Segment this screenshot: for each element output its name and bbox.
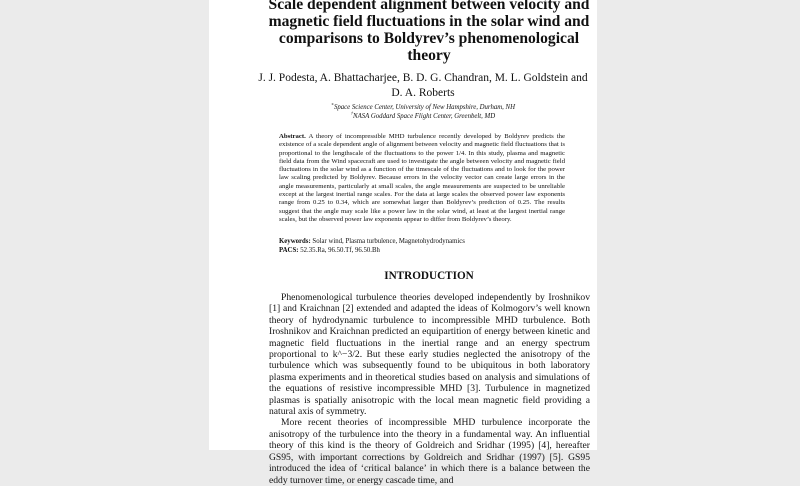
keywords-block <box>279 238 565 256</box>
body-text <box>269 292 590 486</box>
paper-page <box>209 0 597 486</box>
abstract <box>279 133 565 224</box>
section-heading: INTRODUCTION <box>384 270 474 282</box>
authors-line: J. J. Podesta, A. Bhattacharjee, B. D. G. Chandran, M. L. Goldstein and <box>258 72 588 84</box>
abstract-text: A theory of incompressible MHD turbulence recently developed by Boldyrev predicts the existence of a scale dependent angle of alignment between velocity and magnetic field fluctuations that is proportional to the lengthscale of the fluctuations to the power 1/4. In this study, plasma and magnetic field data from the Wind spacecraft are used to investigate the angle between velocity and magnetic field fluctuations in the solar wind as a function of the timescale of the fluctuations and to look for the power law scaling predicted by Boldyrev. Because errors in the velocity vector can create large errors in the angle measurements, particularly at small scales, the angle measurements are suspected to be unreliable except at the largest inertial range scales. For the data at large scales the observed power law exponents range from 0.25 to 0.34, which are somewhat larger than Boldyrev’s prediction of 0.25. The results suggest that the angle may scale like a power law in the solar wind, at least at the largest inertial range scales, but the observed power law exponents appear to differ from Boldyrev’s theory. <box>279 133 565 223</box>
paragraph: Phenomenological turbulence theories developed independently by Iroshnikov [1] and Kraichnan [2] extended and adapted the ideas of Kolmogorv’s well known theory of hydrodynamic turbulence to incompressible MHD turbulence. Both Iroshnikov and Kraichnan predicted an equipartition of energy between kinetic and magnetic field fluctuations in the inertial range and an energy spectrum proportional to k^−3/2. But these early studies neglected the anisotropy of the turbulence which was subsequently found to be ubiquitous in both laboratory plasma experiments and in theoretical studies based on analysis and simulations of the equations of resistive incompressible MHD [3]. Turbulence in magnetized plasmas is spatially anisotropic with the local mean magnetic field providing a natural axis of symmetry. <box>269 292 590 418</box>
affiliation: ∗Space Science Center, University of New Hampshire, Durham, NH <box>330 101 516 111</box>
keywords-line: Keywords: Solar wind, Plasma turbulence, Magnetohydrodynamics <box>279 238 465 245</box>
title-line: comparisons to Boldyrev’s phenomenological <box>278 30 580 47</box>
authors-line: D. A. Roberts <box>391 86 455 99</box>
paper-title <box>261 0 597 64</box>
abstract-label: Abstract. <box>279 133 306 140</box>
affiliations <box>249 101 597 121</box>
paragraph: More recent theories of incompressible MHD turbulence incorporate the anisotropy of the turbulence into the theory in a fundamental way. An influential theory of this kind is the theory of Goldreich and Sridhar (1995) [4], hereafter GS95, with important corrections by Goldreich and Sridhar (1997) [5]. GS95 introduced the idea of ‘critical balance’ in which there is a balance between the eddy turnover time, or energy cascade time, and <box>269 417 590 486</box>
title-line: Scale dependent alignment between velocity and <box>268 0 590 13</box>
title-line: magnetic field fluctuations in the solar wind and <box>268 13 590 30</box>
author-list <box>249 71 597 100</box>
affiliation: †NASA Goddard Space Flight Center, Greenbelt, MD <box>350 110 496 120</box>
title-line: theory <box>407 47 451 64</box>
pacs-line: PACS: 52.35.Ra, 96.50.Tf, 96.50.Bh <box>279 246 380 254</box>
